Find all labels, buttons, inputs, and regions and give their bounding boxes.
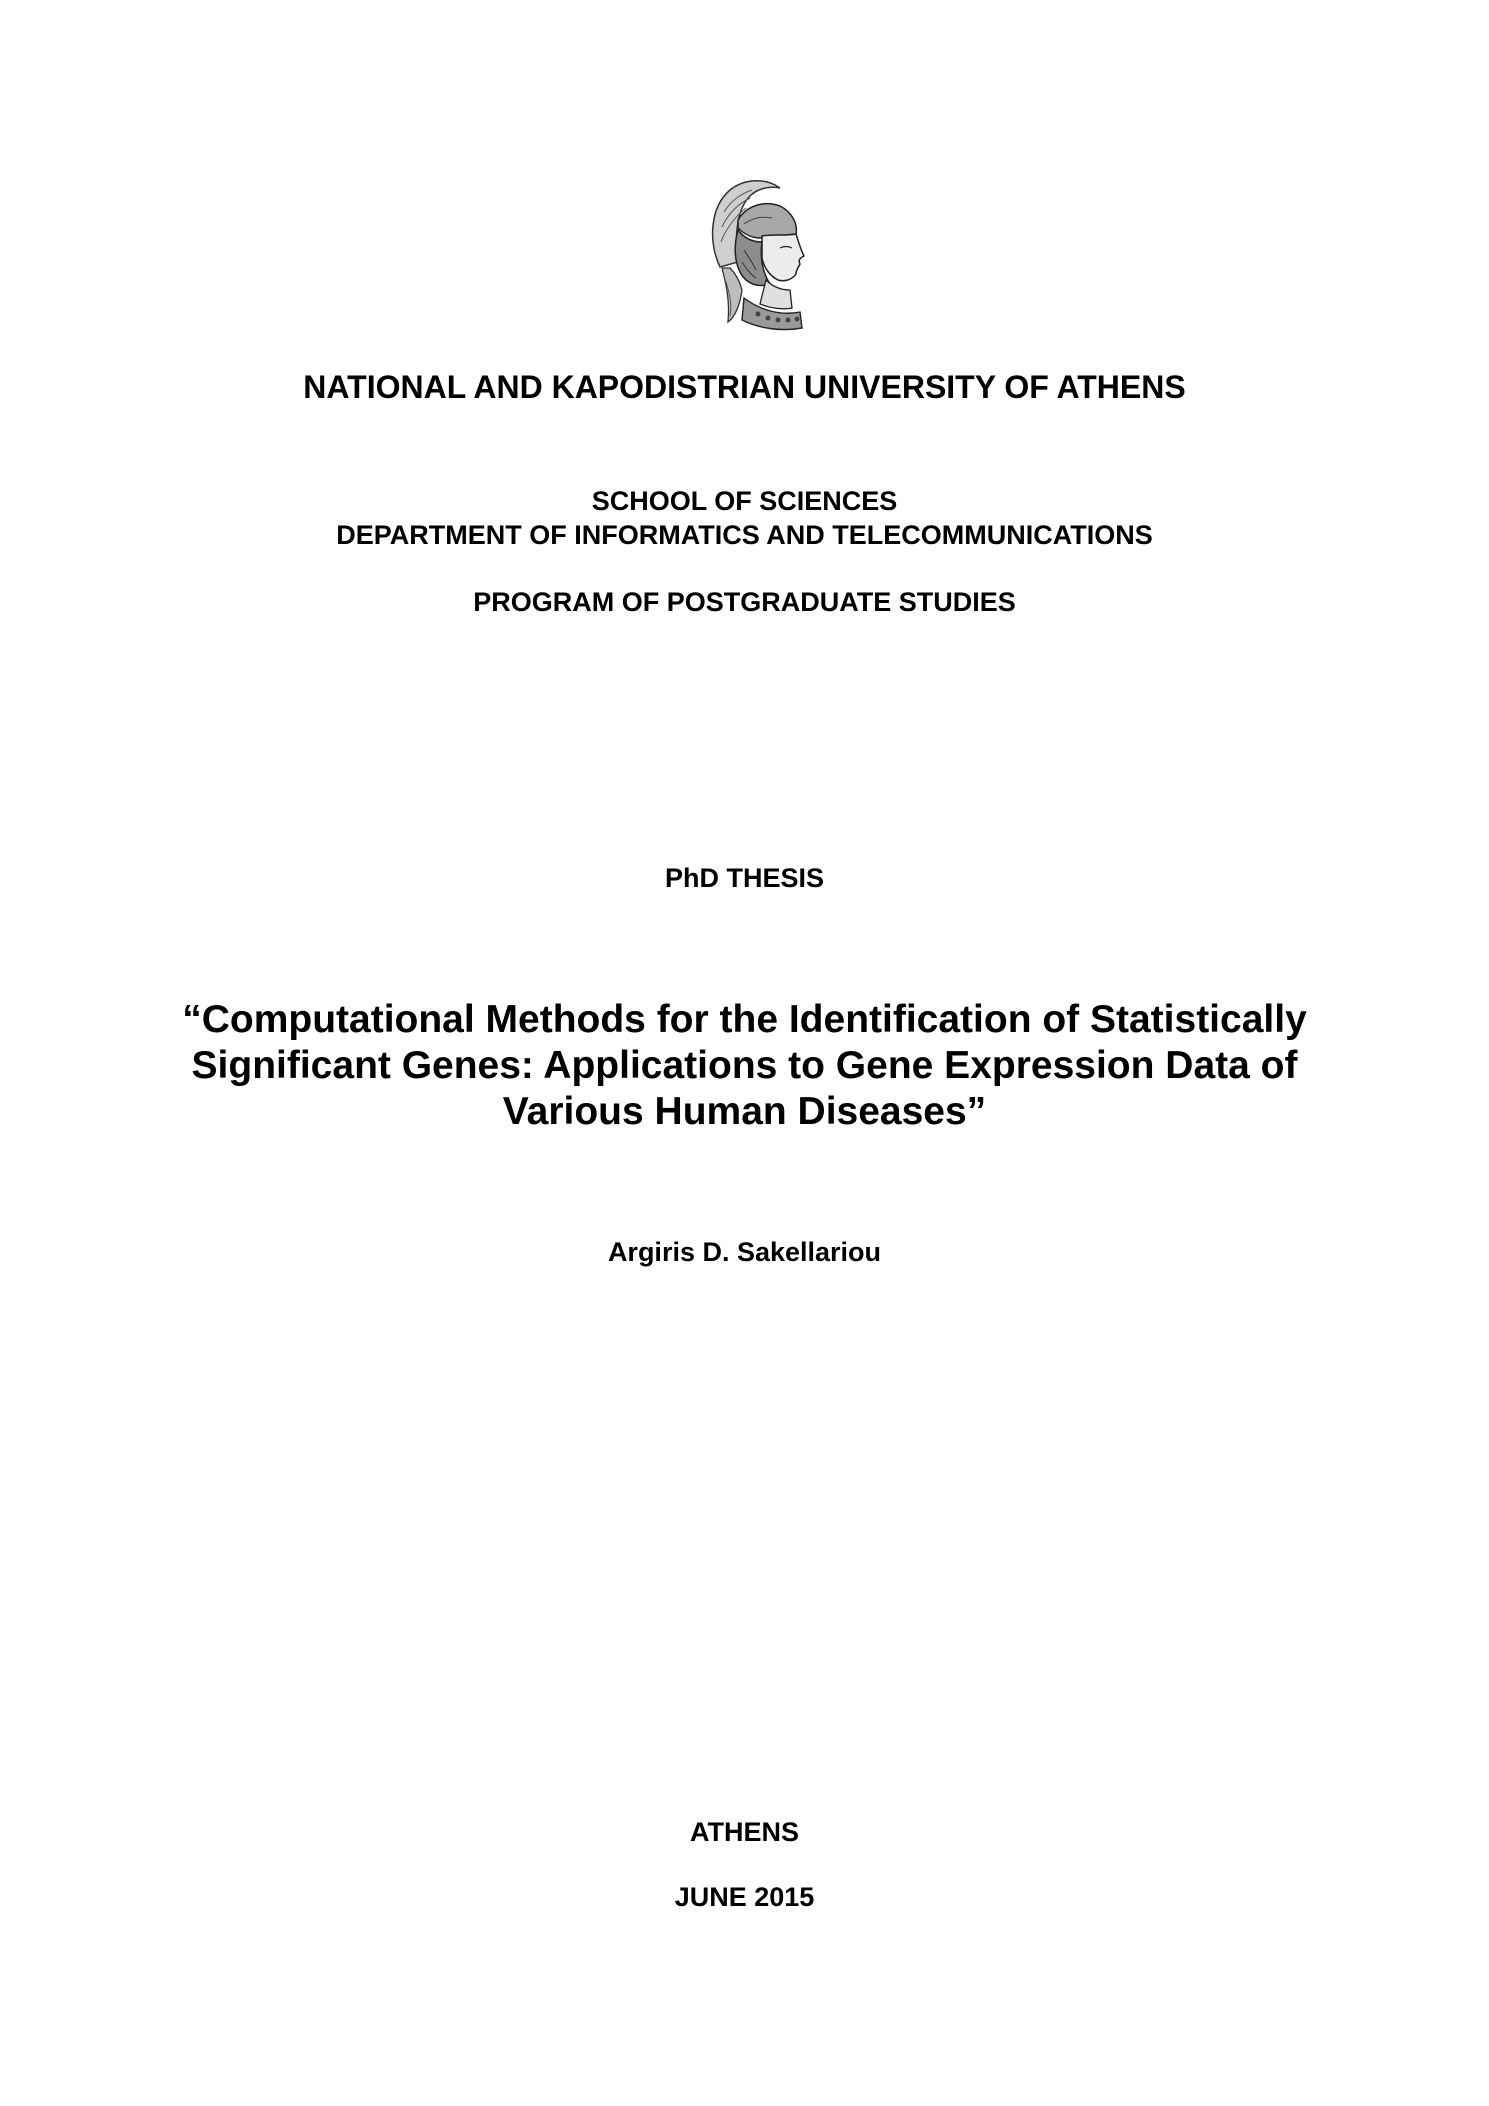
program-name: PROGRAM OF POSTGRADUATE STUDIES — [473, 587, 1016, 617]
author-name: Argiris D. Sakellariou — [607, 1237, 882, 1267]
date: JUNE 2015 — [674, 1882, 815, 1912]
thesis-type: PhD THESIS — [664, 863, 825, 893]
athena-head-emblem-icon — [700, 172, 812, 332]
thesis-title-line: Significant Genes: Applications to Gene Expression Data of — [191, 1044, 1298, 1087]
department-name: DEPARTMENT OF INFORMATICS AND TELECOMMUNICATIONS — [336, 520, 1153, 550]
thesis-title-line: “Computational Methods for the Identification of Statistically — [182, 998, 1307, 1041]
city: ATHENS — [689, 1817, 799, 1847]
thesis-title-line: Various Human Diseases” — [502, 1090, 987, 1133]
university-name: NATIONAL AND KAPODISTRIAN UNIVERSITY OF ATHENS — [303, 369, 1186, 405]
school-name: SCHOOL OF SCIENCES — [591, 486, 898, 516]
